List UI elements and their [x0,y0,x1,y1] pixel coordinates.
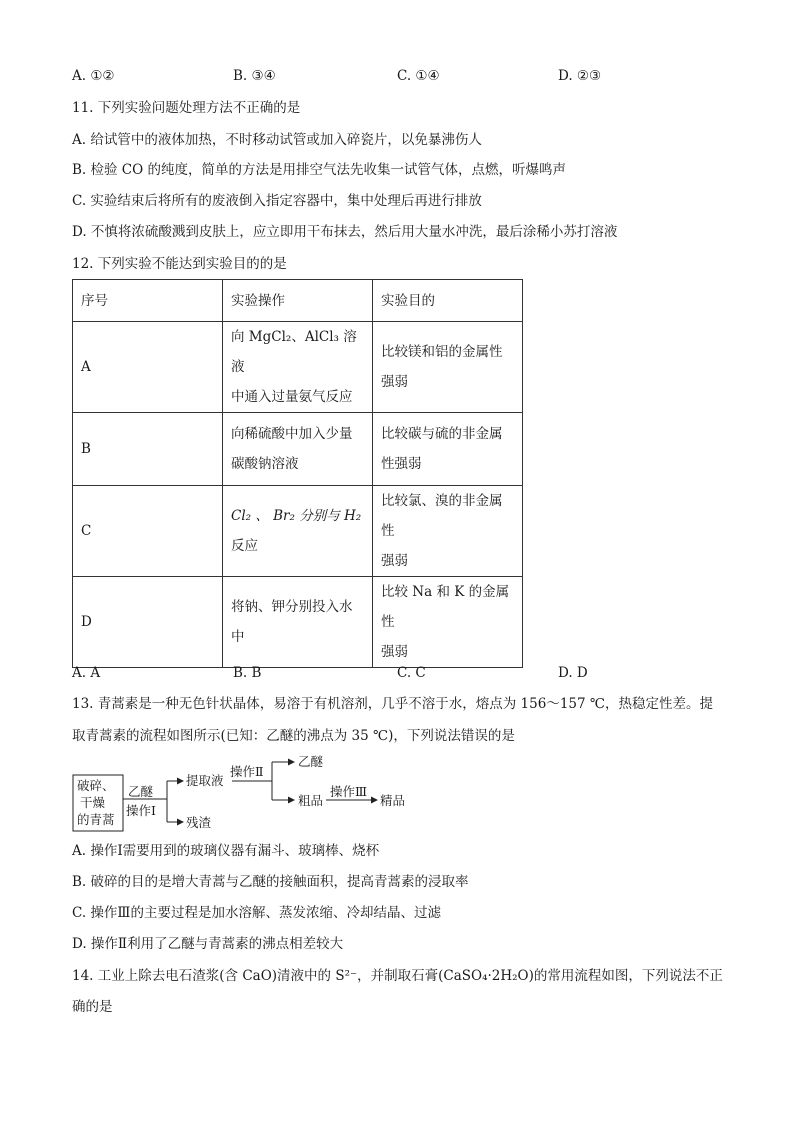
operation-line: 碳酸钠溶液 [231,456,299,472]
q12-options [72,663,672,683]
row-operation [223,486,373,577]
goal-line: 性强弱 [381,456,422,472]
q10-option-d[interactable]: D. ②③ [558,68,602,84]
flow-op3: 操作Ⅲ [330,784,368,799]
row-id: A [73,322,223,413]
header-operation: 实验操作 [223,280,373,322]
goal-line: 比较 Na 和 K 的金属性 [381,584,510,630]
goal-line: 比较碳与硫的非金属 [381,426,503,442]
flow-start-2: 干燥 [80,795,106,810]
q10-option-a[interactable]: A. ①② [72,68,115,84]
operation-line: 中通入过量氨气反应 [231,389,353,405]
row-goal [373,413,523,486]
q13-option-c[interactable]: C. 操作Ⅲ的主要过程是加水溶解、蒸发浓缩、冷却结晶、过滤 [72,905,441,921]
table-header-row [73,280,523,322]
row-operation [223,322,373,413]
row-id: B [73,413,223,486]
goal-line: 强弱 [381,644,408,660]
q13-flow-diagram [72,752,432,832]
row-goal [373,486,523,577]
flow-extract: 提取液 [186,773,224,788]
row-id: D [73,577,223,668]
q10-option-c[interactable]: C. ①④ [397,68,440,84]
flow-op2: 操作Ⅱ [230,764,264,779]
goal-line: 比较镁和铝的金属性 [381,344,503,360]
row-operation [223,413,373,486]
header-id: 序号 [73,280,223,322]
operation-line: 向 MgCl₂、AlCl₃ 溶液 [231,329,357,375]
q13-stem-line-1: 13. 青蒿素是一种无色针状晶体，易溶于有机溶剂，几乎不溶于水，熔点为 156～157 ℃，热稳定性差。提 [72,696,713,712]
table-row [73,413,523,486]
q11-option-c[interactable]: C. 实验结束后将所有的废液倒入指定容器中，集中处理后再进行排放 [72,193,482,209]
flow-crude: 粗品 [298,793,324,808]
flow-op1: 操作Ⅰ [126,803,156,818]
q11-stem: 11. 下列实验问题处理方法不正确的是 [72,100,301,116]
q10-options [72,66,672,86]
q12-option-d[interactable]: D. D [558,665,588,681]
q12-stem: 12. 下列实验不能达到实验目的的是 [72,256,287,272]
q13-stem-line-2: 取青蒿素的流程如图所示(已知：乙醚的沸点为 35 ℃)，下列说法错误的是 [72,728,515,744]
table-row [73,322,523,413]
q14-stem-line-1: 14. 工业上除去电石渣浆(含 CaO)清液中的 S²⁻，并制取石膏(CaSO₄·2H₂O)的常用流程如图，下列说法不正 [72,968,723,984]
q13-option-b[interactable]: B. 破碎的目的是增大青蒿与乙醚的接触面积，提高青蒿素的浸取率 [72,874,469,890]
flow-ether: 乙醚 [298,754,324,769]
flow-residue: 残渣 [186,815,212,830]
q14-stem-line-2: 确的是 [72,999,113,1015]
operation-line: Cl₂ 、 Br₂ 分别与 H₂ [231,508,362,524]
q11-option-b[interactable]: B. 检验 CO 的纯度，简单的方法是用排空气法先收集一试管气体，点燃，听爆鸣声 [72,162,566,178]
row-goal [373,577,523,668]
row-id: C [73,486,223,577]
flow-fine: 精品 [380,793,406,808]
operation-line: 反应 [231,538,258,554]
row-goal [373,322,523,413]
goal-line: 强弱 [381,553,408,569]
q11-option-d[interactable]: D. 不慎将浓硫酸溅到皮肤上，应立即用干布抹去，然后用大量水冲洗，最后涂稀小苏打溶液 [72,224,618,240]
goal-line: 比较氯、溴的非金属性 [381,493,503,539]
q12-option-a[interactable]: A. A [72,665,101,681]
flow-start-1: 破碎、 [77,778,115,793]
header-goal: 实验目的 [373,280,523,322]
flow-reagent: 乙醚 [128,784,154,799]
goal-line: 强弱 [381,374,408,390]
q13-option-a[interactable]: A. 操作Ⅰ需要用到的玻璃仪器有漏斗、玻璃棒、烧杯 [72,843,380,859]
q12-option-b[interactable]: B. B [233,665,262,681]
operation-line: 将钠、钾分别投入水中 [231,599,353,645]
flow-start-3: 的青蒿 [77,812,115,827]
q11-option-a[interactable]: A. 给试管中的液体加热，不时移动试管或加入碎瓷片，以免暴沸伤人 [72,132,482,148]
q12-table [72,279,523,668]
table-row [73,486,523,577]
table-row [73,577,523,668]
q12-option-c[interactable]: C. C [397,665,426,681]
q10-option-b[interactable]: B. ③④ [233,68,276,84]
operation-line: 向稀硫酸中加入少量 [231,426,353,442]
q13-option-d[interactable]: D. 操作Ⅱ利用了乙醚与青蒿素的沸点相差较大 [72,936,344,952]
row-operation [223,577,373,668]
